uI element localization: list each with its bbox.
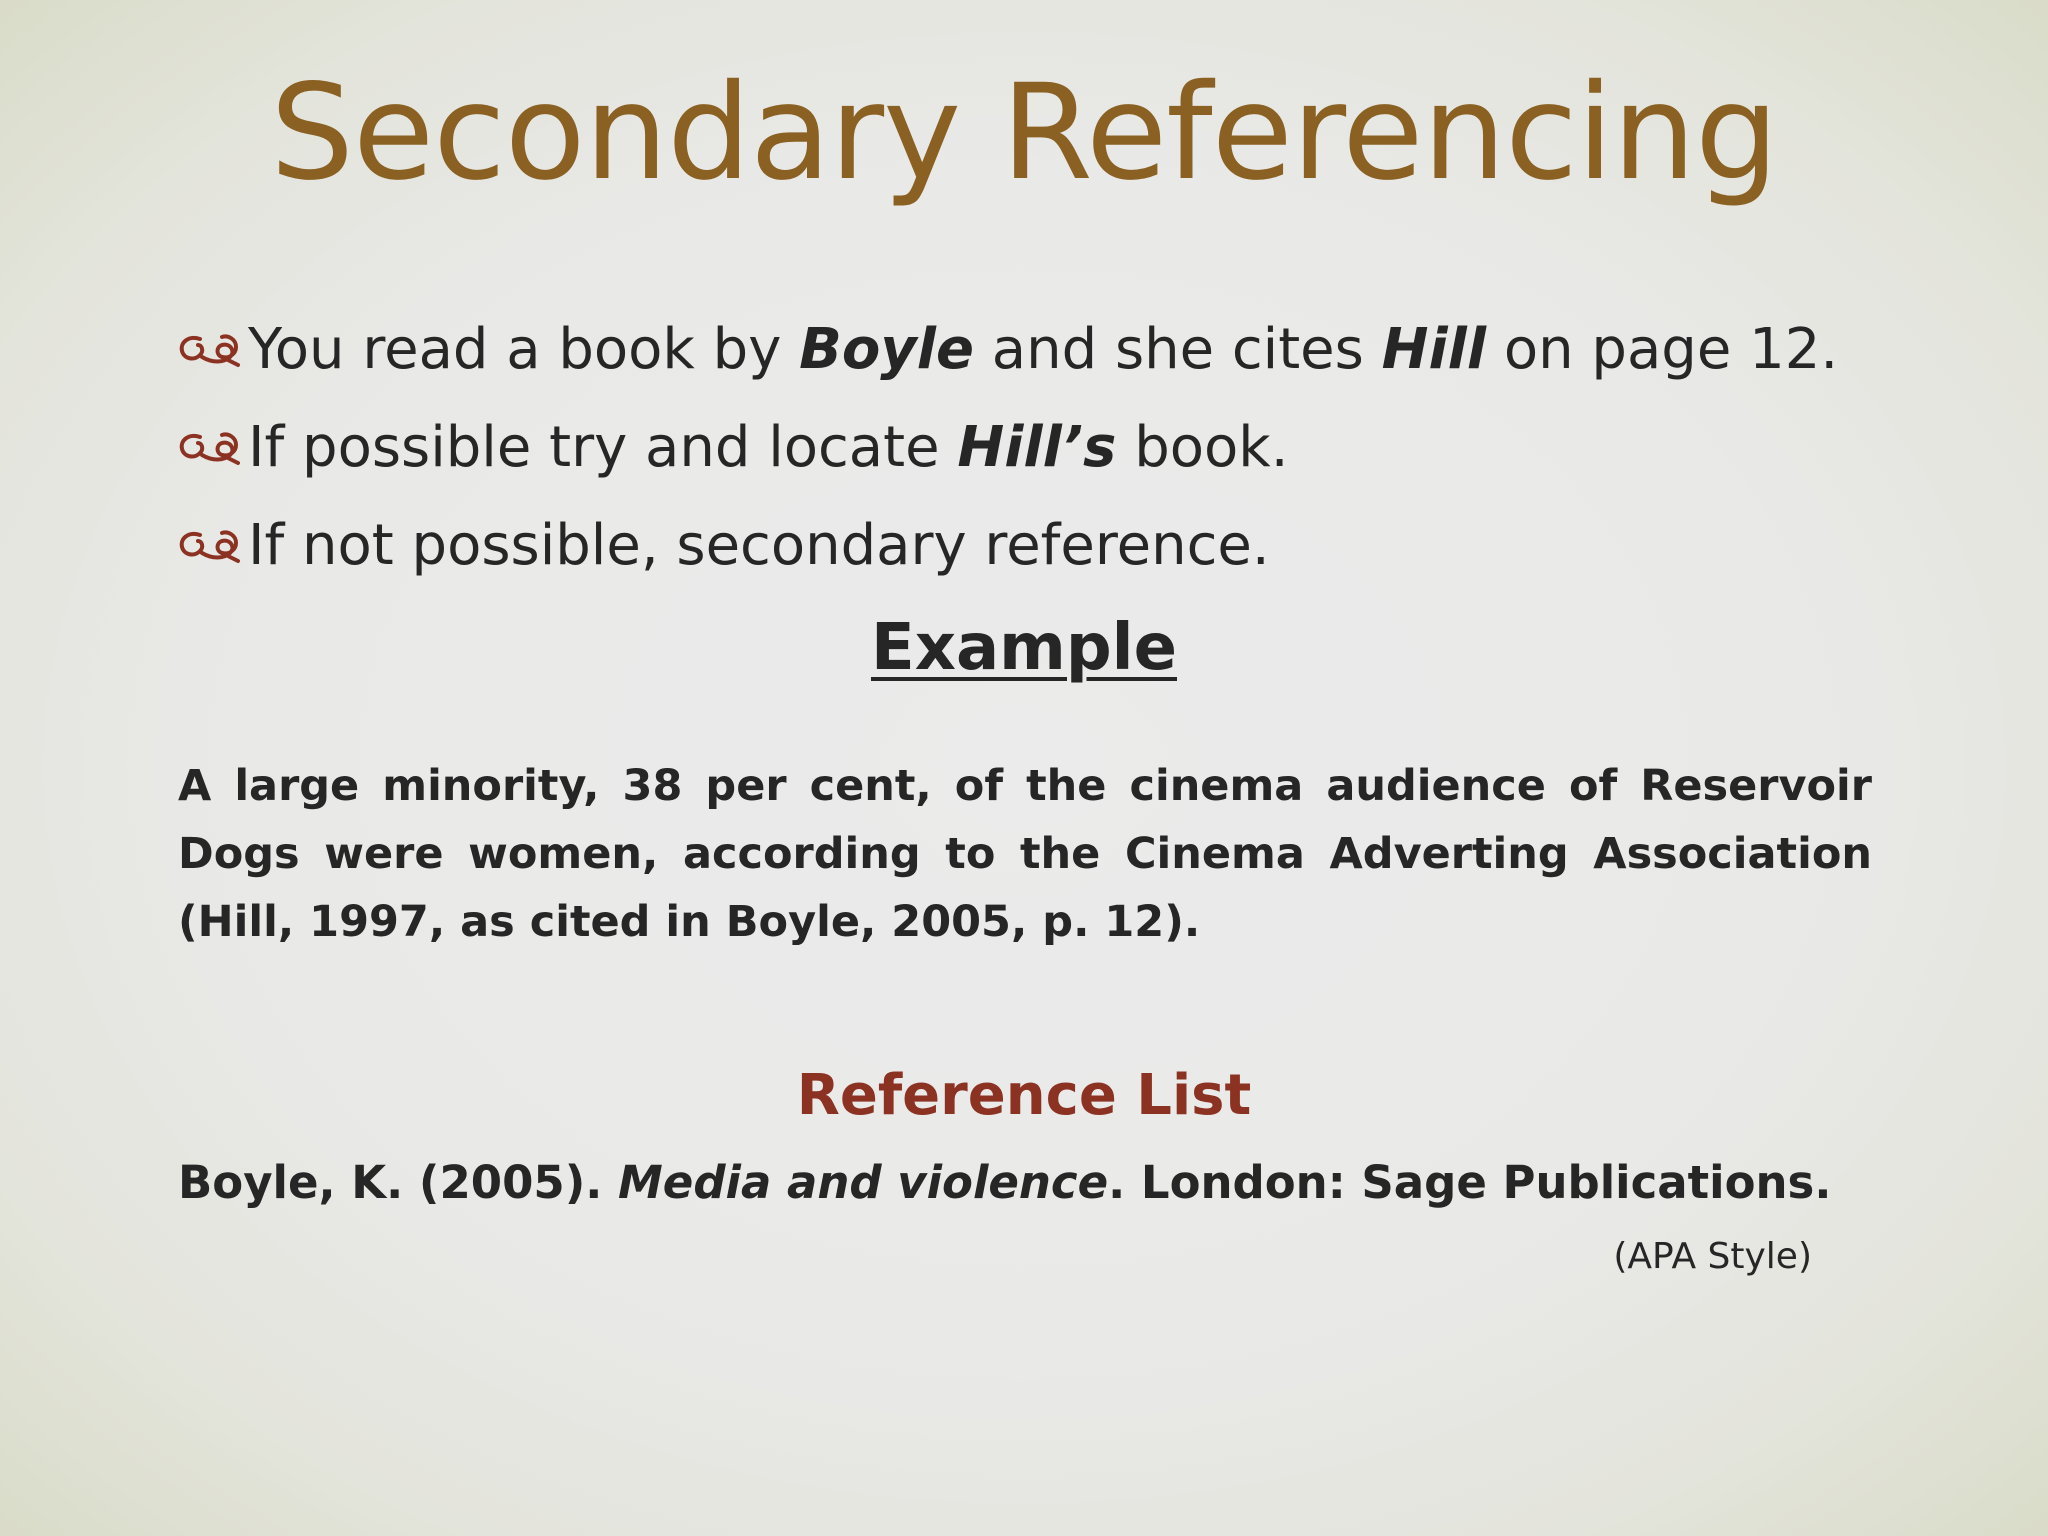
- slide-title: Secondary Referencing: [270, 56, 1778, 210]
- book-title: Media and violence: [618, 1156, 1109, 1209]
- example-paragraph: A large minority, 38 per cent, of the cinema audience of Reservoir Dogs were women, according to the Cinema Adverting Association (Hill, 1997, as cited in Boyle, 2005, p. 12).: [178, 761, 1872, 947]
- reference-entry: Boyle, K. (2005). Media and violence. London: Sage Publications.: [178, 1156, 1832, 1209]
- author-hill-possessive: Hill’s: [957, 414, 1117, 480]
- author-hill: Hill: [1381, 316, 1487, 382]
- bullet-item: [178, 300, 1898, 398]
- bullet-item: [178, 398, 1898, 496]
- citation-style-note: (APA Style): [1613, 1236, 1812, 1277]
- curl-bullet-icon: [178, 525, 248, 565]
- author-boyle: Boyle: [799, 316, 974, 382]
- bullet-item: [178, 496, 1898, 594]
- bullet-text: You read a book by Boyle and she cites Hill on page 12.: [248, 316, 1839, 382]
- curl-bullet-icon: [178, 329, 248, 369]
- bullet-list: [178, 300, 1898, 594]
- curl-bullet-icon: [178, 427, 248, 467]
- bullet-text: If possible try and locate Hill’s book.: [248, 414, 1289, 480]
- example-heading: Example: [870, 611, 1178, 685]
- bullet-text: If not possible, secondary reference.: [248, 512, 1270, 578]
- reference-list-heading: Reference List: [796, 1063, 1252, 1128]
